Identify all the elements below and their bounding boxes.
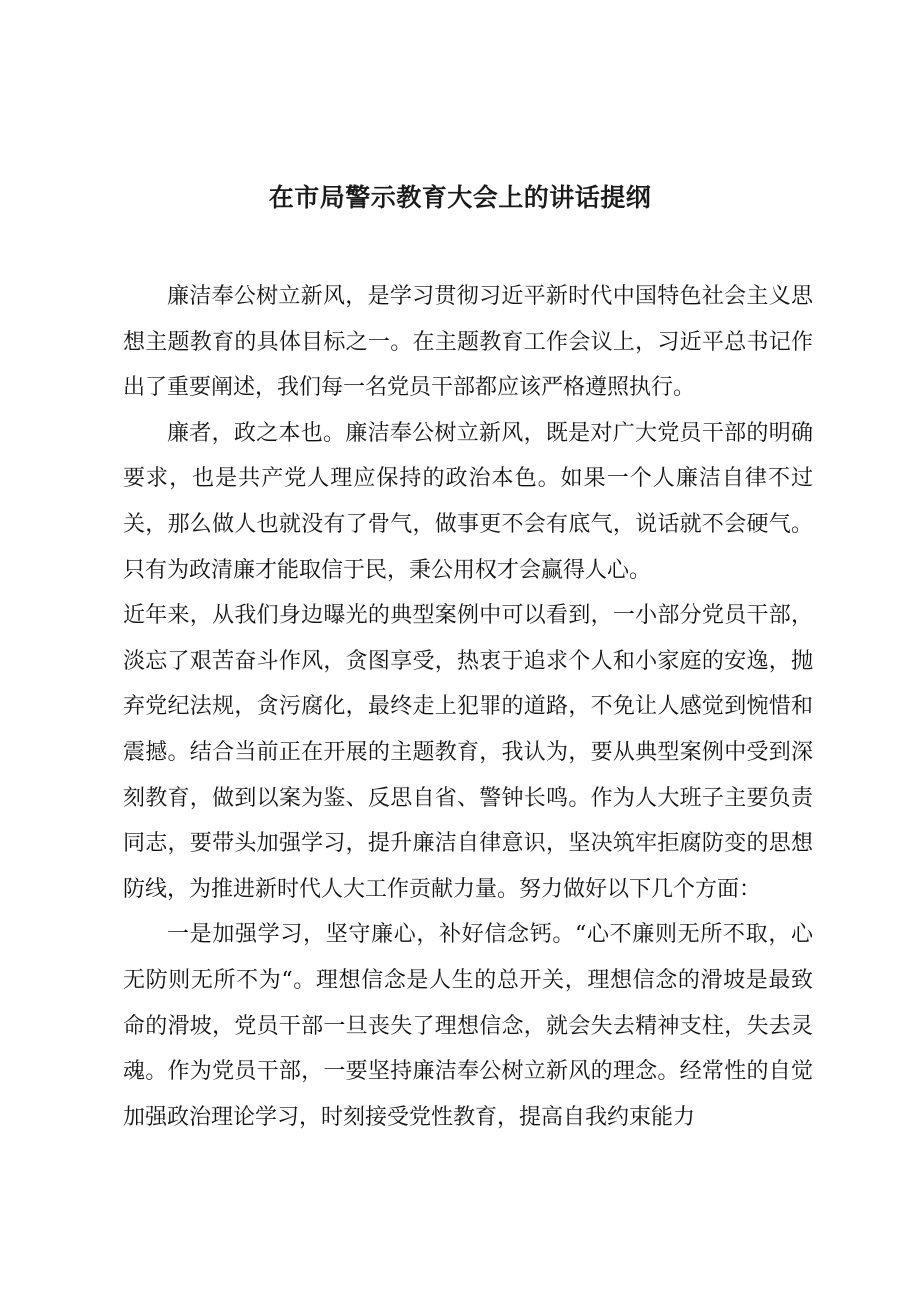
paragraph-1: 廉洁奉公树立新风，是学习贯彻习近平新时代中国特色社会主义思想主题教育的具体目标之一。在主题教育工作会议上，习近平总书记作出了重要阐述，我们每一名党员干部都应该严格遵照执行。 <box>123 284 813 401</box>
document-title: 在市局警示教育大会上的讲话提纲 <box>268 183 652 212</box>
document-body <box>123 274 813 1140</box>
paragraph-3: 近年来，从我们身边曝光的典型案例中可以看到，一小部分党员干部，淡忘了艰苦奋斗作风，贪图享受，热衷于追求个人和小家庭的安逸，抛弃党纪法规，贪污腐化，最终走上犯罪的道路，不免让人感觉到惋惜和震撼。结合当前正在开展的主题教育，我认为，要从典型案例中受到深刻教育，做到以案为鉴、反思自省、警钟长鸣。作为人大班子主要负责同志，要带头加强学习，提升廉洁自律意识，坚决筑牢拒腐防变的思想防线，为推进新时代人大工作贡献力量。努力做好以下几个方面： <box>123 603 813 902</box>
paragraph-2: 廉者，政之本也。廉洁奉公树立新风，既是对广大党员干部的明确要求，也是共产党人理应保持的政治本色。如果一个人廉洁自律不过关，那么做人也就没有了骨气，做事更不会有底气，说话就不会硬气。只有为政清廉才能取信于民，秉公用权才会赢得人心。 <box>123 420 813 583</box>
paragraph-4: 一是加强学习，坚守廉心，补好信念钙。“心不廉则无所不取，心无防则无所不为“。理想信念是人生的总开关，理想信念的滑坡是最致命的滑坡，党员干部一旦丧失了理想信念，就会失去精神支柱，失去灵魂。作为党员干部，一要坚持廉洁奉公树立新风的理念。经常性的自觉加强政治理论学习，时刻接受党性教育，提高自我约束能力 <box>123 922 813 1130</box>
